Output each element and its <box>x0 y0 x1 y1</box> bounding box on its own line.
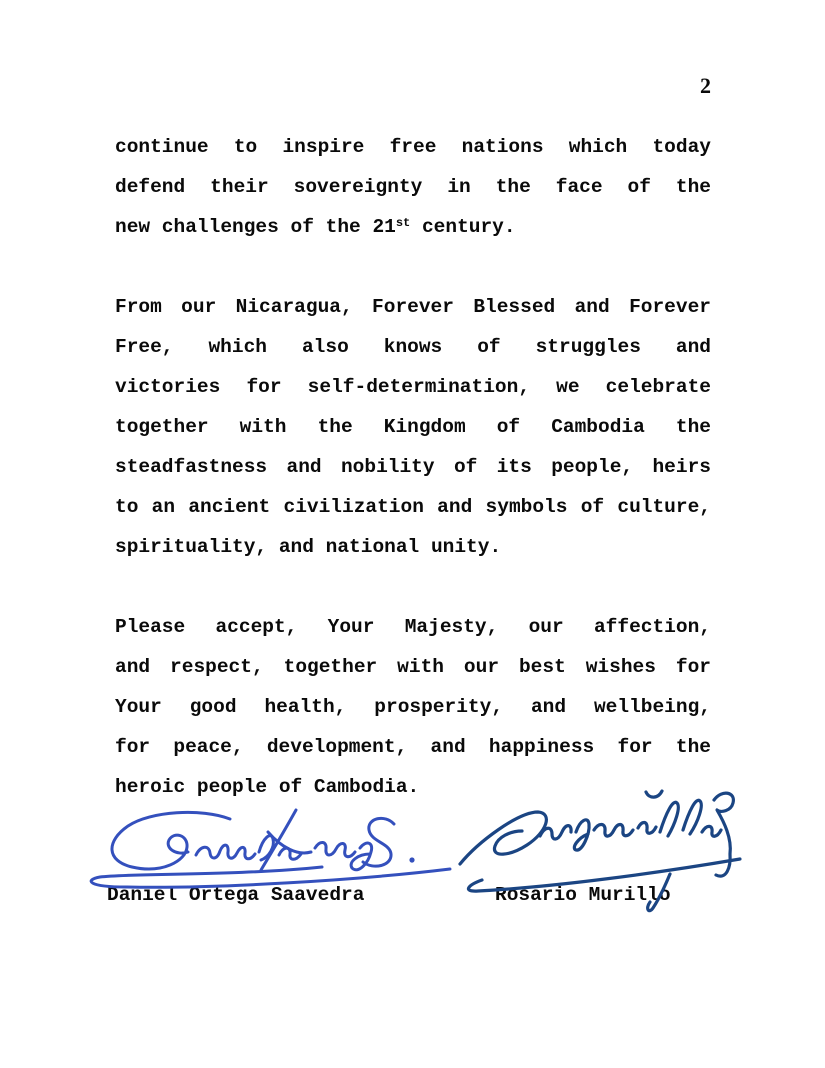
letter-body <box>115 127 711 807</box>
text-line: to an ancient civilization and symbols of culture, <box>115 496 711 518</box>
paragraph-2 <box>115 287 711 567</box>
text-line <box>115 207 711 247</box>
paragraph-1 <box>115 127 711 247</box>
ordinal-superscript: st <box>395 216 411 230</box>
text-line: From our Nicaragua, Forever Blessed and Forever <box>115 296 711 318</box>
text-line: and respect, together with our best wishes for <box>115 656 711 678</box>
text-line: spirituality, and national unity. <box>115 536 502 558</box>
text-line: heroic people of Cambodia. <box>115 776 420 798</box>
text-line: Your good health, prosperity, and wellbeing, <box>115 696 711 718</box>
signatory-name-left: Daniel Ortega Saavedra <box>107 884 365 906</box>
text-line: together with the Kingdom of Cambodia the <box>115 416 711 438</box>
paragraph-3 <box>115 607 711 807</box>
signatory-name-right: Rosario Murillo <box>495 884 671 906</box>
page-number: 2 <box>700 73 711 98</box>
text-line: continue to inspire free nations which today <box>115 136 711 158</box>
text-segment: new challenges of the 21 <box>115 216 396 238</box>
text-line: Free, which also knows of struggles and <box>115 336 711 358</box>
text-line: Please accept, Your Majesty, our affection, <box>115 616 711 638</box>
text-line: defend their sovereignty in the face of the <box>115 176 711 198</box>
text-line: steadfastness and nobility of its people, heirs <box>115 456 711 478</box>
text-line: for peace, development, and happiness for the <box>115 736 711 758</box>
text-line: victories for self-determination, we celebrate <box>115 376 711 398</box>
text-segment: century. <box>410 216 516 238</box>
